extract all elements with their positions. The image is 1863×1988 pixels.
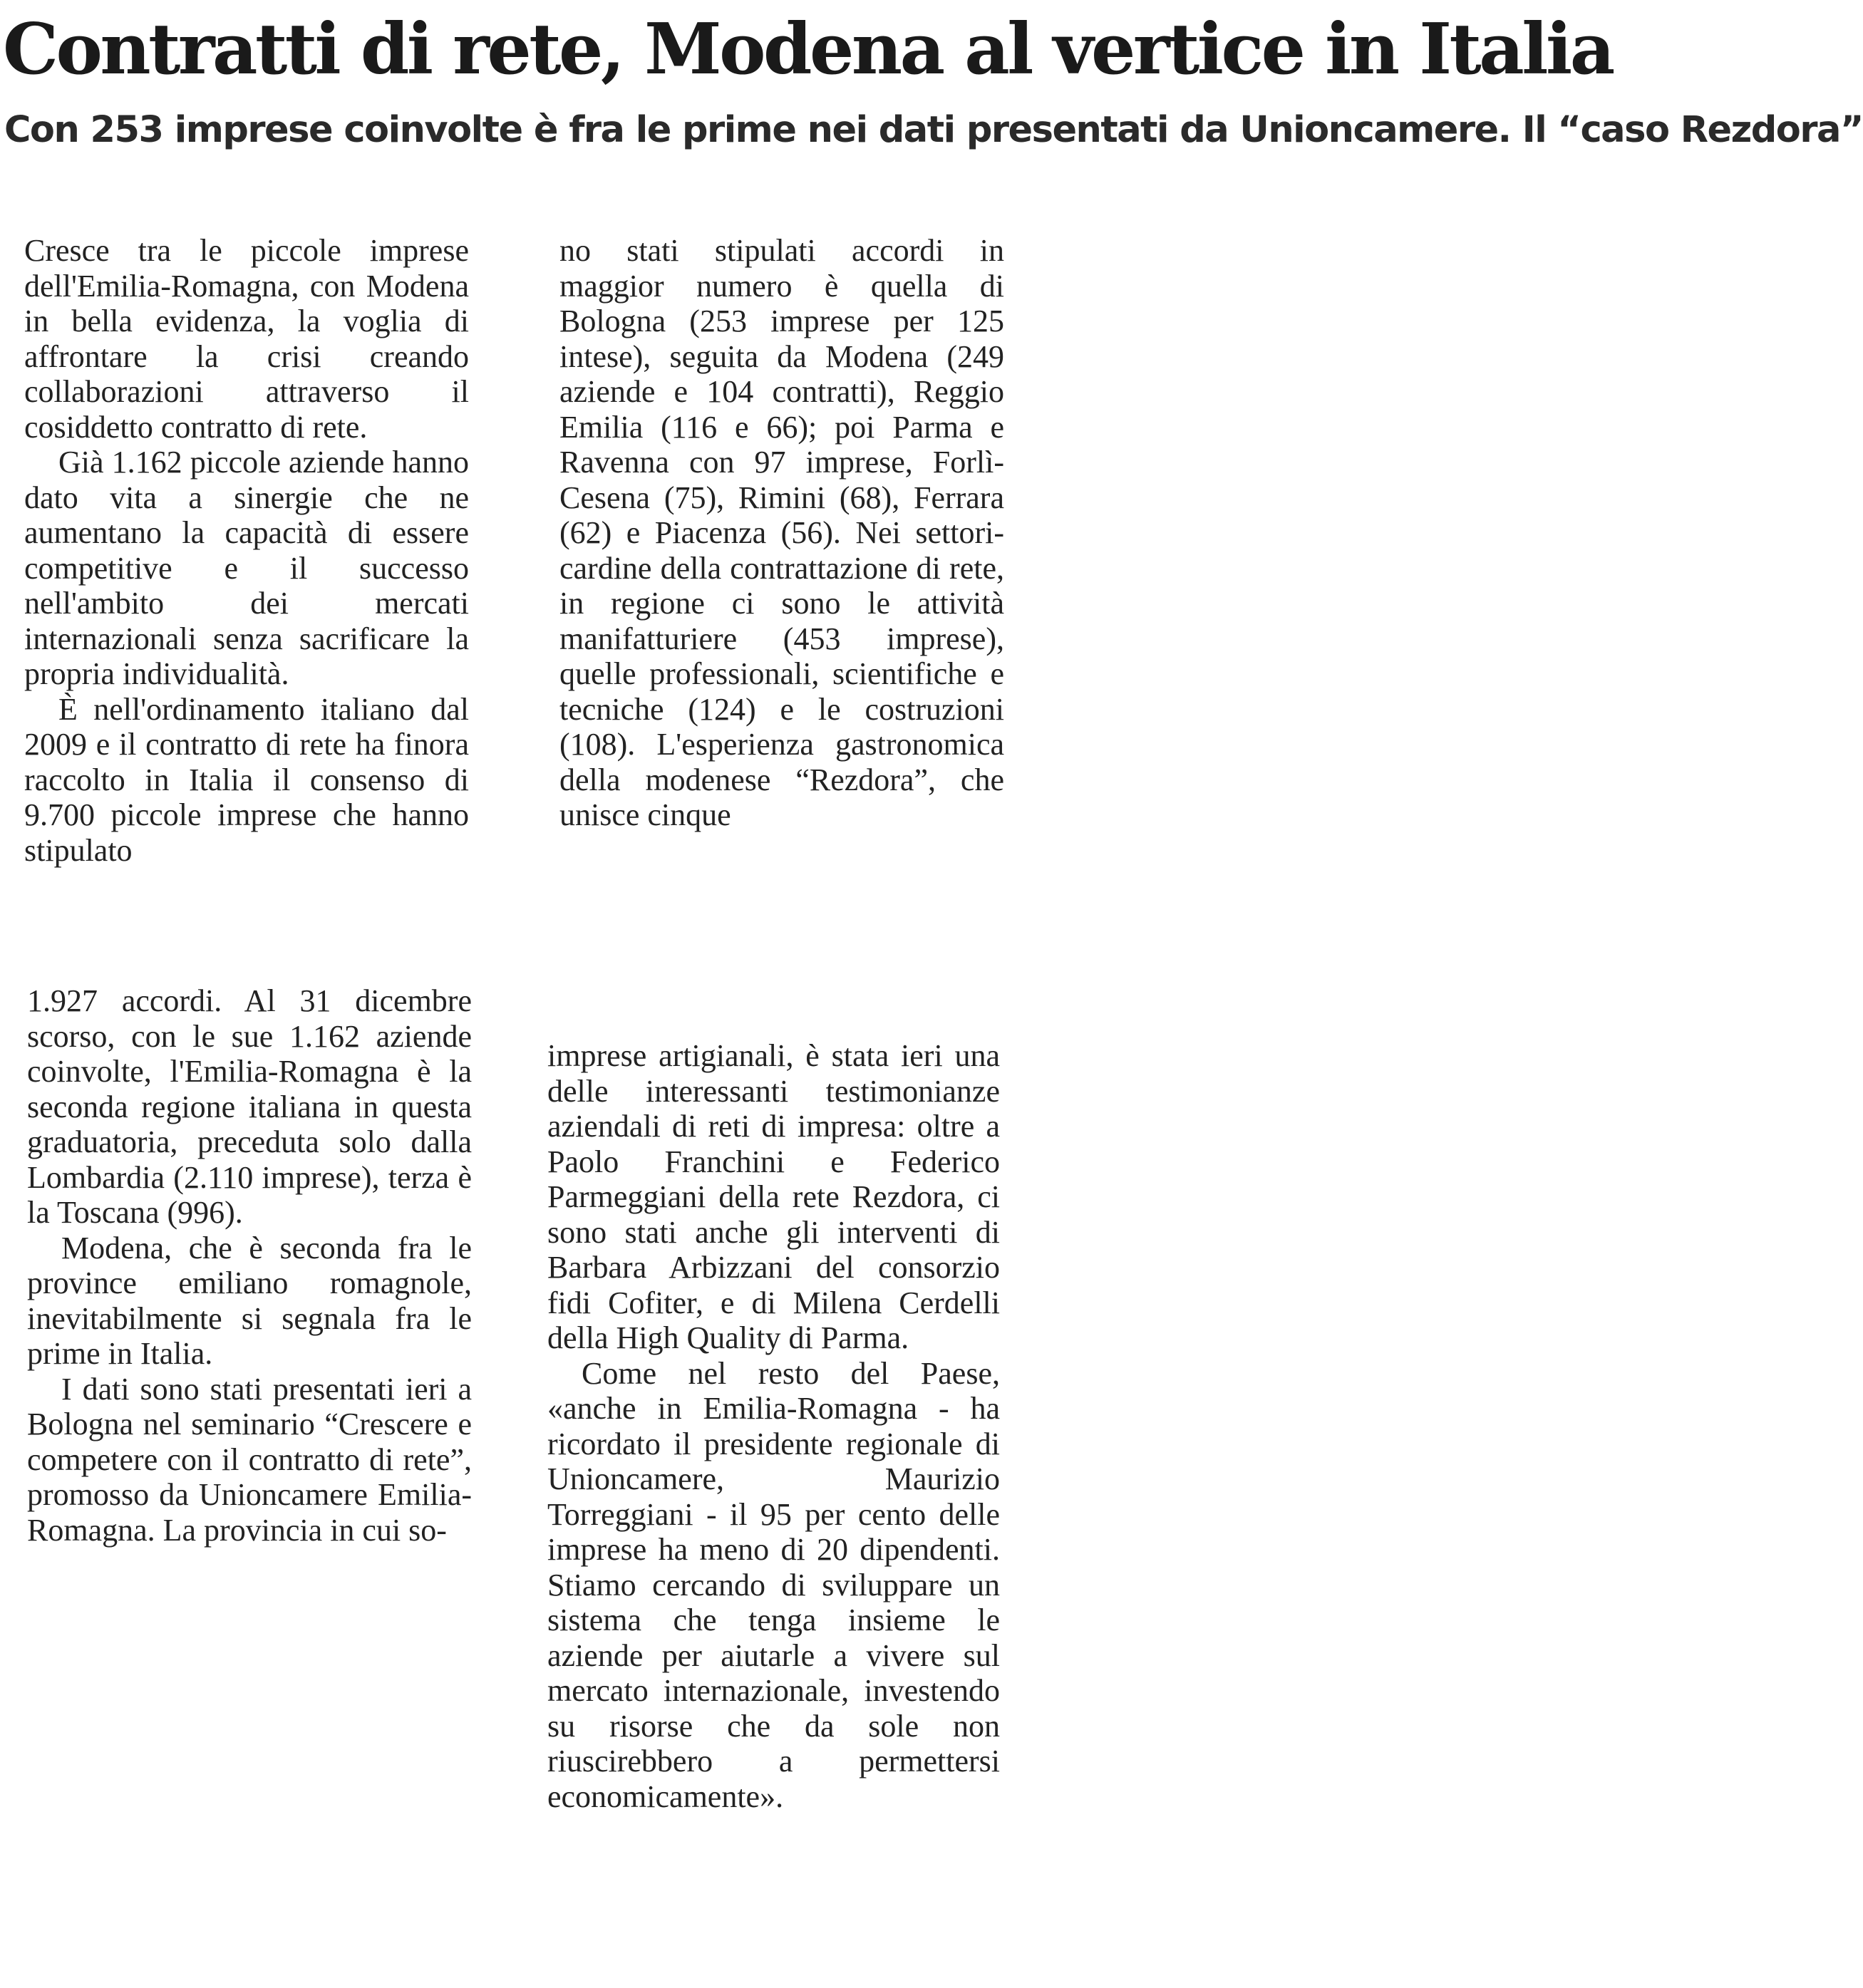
article-column-2 [559, 233, 1004, 833]
body-paragraph: Già 1.162 piccole aziende hanno dato vita a sinergie che ne aumentano la capacità di essere competitive e il successo nell'ambito dei mercati internazionali senza sacrificare la propria individualità. [24, 445, 469, 691]
body-paragraph: no stati stipulati accordi in maggior numero è quella di Bologna (253 imprese per 125 intese), seguita da Modena (249 aziende e 104 contratti), Reggio Emilia (116 e 66); poi Parma e Ravenna con 97 imprese, Forlì-Cesena (75), Rimini (68), Ferrara (62) e Piacenza (56). Nei settori-cardine della contrattazione di rete, in regione ci sono le attività manifatturiere (453 imprese), quelle professionali, scientifiche e tecniche (124) e le costruzioni (108). L'esperienza gastronomica della modenese “Rezdora”, che unisce cinque [559, 233, 1004, 832]
body-paragraph: 1.927 accordi. Al 31 dicembre scorso, con le sue 1.162 aziende coinvolte, l'Emilia-Romagna è la seconda regione italiana in questa graduatoria, preceduta solo dalla Lombardia (2.110 imprese), terza è la Toscana (996). [27, 983, 472, 1230]
body-paragraph: Modena, che è seconda fra le province emiliano romagnole, inevitabilmente si segnala fra le prime in Italia. [27, 1230, 472, 1371]
body-paragraph: imprese artigianali, è stata ieri una delle interessanti testimonianze aziendali di reti di impresa: oltre a Paolo Franchini e Federico Parmeggiani della rete Rezdora, ci sono stati anche gli interventi di Barbara Arbizzani del consorzio fidi Cofiter, e di Milena Cerdelli della High Quality di Parma. [547, 1038, 1000, 1355]
article-column-4 [547, 1038, 1000, 1814]
body-paragraph: Come nel resto del Paese, «anche in Emilia-Romagna - ha ricordato il presidente regionale di Unioncamere, Maurizio Torreggiani - il 95 per cento delle imprese ha meno di 20 dipendenti. Stiamo cercando di sviluppare un sistema che tenga insieme le aziende per aiutarle a vivere sul mercato internazionale, investendo su risorse che da sole non riuscirebbero a permettersi economicamente». [547, 1355, 1000, 1814]
article-column-3 [27, 983, 472, 1548]
article-column-1 [24, 233, 469, 868]
body-paragraph: È nell'ordinamento italiano dal 2009 e il contratto di rete ha finora raccolto in Italia il consenso di 9.700 piccole imprese che hanno stipulato [24, 691, 469, 868]
body-paragraph: Cresce tra le piccole imprese dell'Emilia-Romagna, con Modena in bella evidenza, la voglia di affrontare la crisi creando collaborazioni attraverso il cosiddetto contratto di rete. [24, 233, 469, 445]
article-headline: Contratti di rete, Modena al vertice in Italia [3, 9, 1613, 90]
body-paragraph: I dati sono stati presentati ieri a Bologna nel seminario “Crescere e competere con il contratto di rete”, promosso da Unioncamere Emilia-Romagna. La provincia in cui so- [27, 1371, 472, 1548]
article-subheadline: Con 253 imprese coinvolte è fra le prime nei dati presentati da Unioncamere. Il “caso Rezdora” [4, 109, 1863, 151]
